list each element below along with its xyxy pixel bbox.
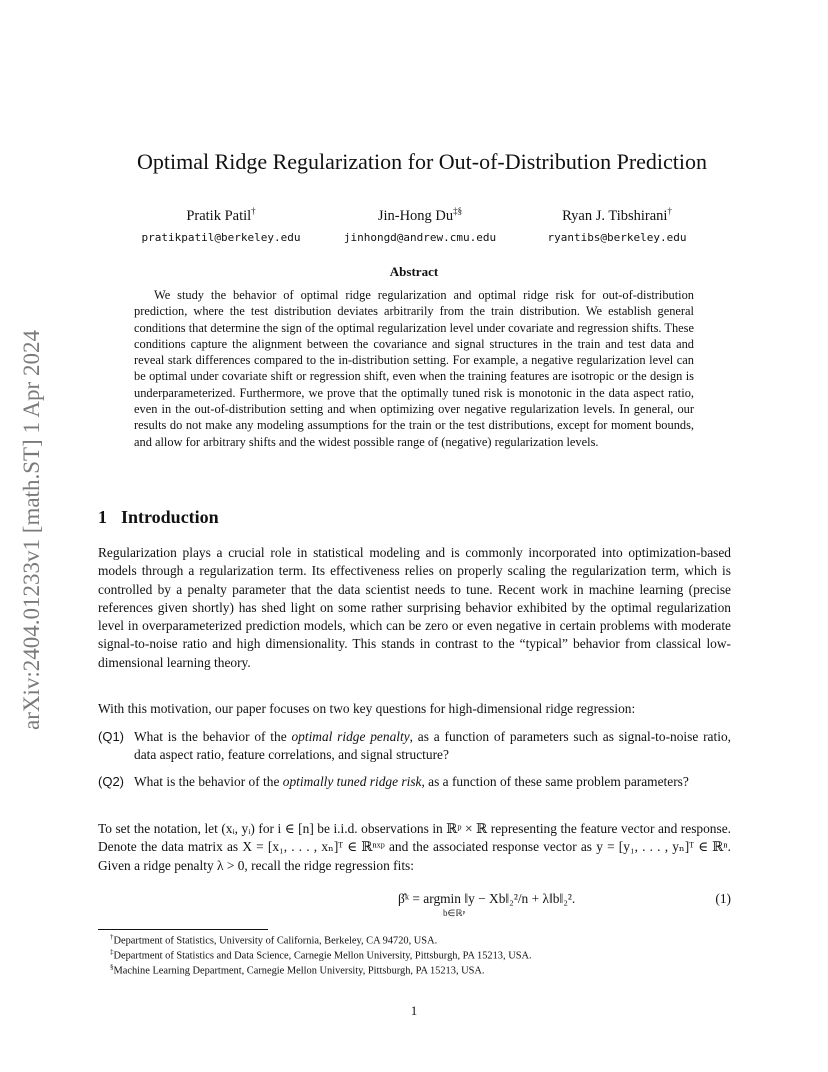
question-item-q2 xyxy=(98,773,731,791)
intro-paragraph-1: Regularization plays a crucial role in statistical modeling and is commonly incorporated into optimization-based models through a regularization term. Its effectiveness relies on properly scaling the regularization term, which is controlled by a penalty parameter that the data scientist needs to tune. Recent work in machine learning (precise references given shortly) has shed light on some rather surprising behavior exhibited by the optimal regularization level in overparameterized prediction models, which can be zero or even negative in certain problems with moderate signal-to-noise ratio and high dimensionality. This stands in contrast to the “typical” behavior from classical low-dimensional learning theory. xyxy=(98,545,731,670)
paper-title: Optimal Ridge Regularization for Out-of-Distribution Prediction xyxy=(136,149,708,174)
question-label: (Q1) xyxy=(98,729,124,744)
section-number: 1 xyxy=(98,507,107,527)
abstract-heading: Abstract xyxy=(389,264,439,279)
footnote-1 xyxy=(110,933,437,946)
ridge-equation xyxy=(98,891,731,925)
footnote-divider xyxy=(98,929,268,930)
footnote-text: Department of Statistics, University of California, Berkeley, CA 94720, USA. xyxy=(113,935,438,947)
author-email[interactable]: pratikpatil@berkeley.edu xyxy=(141,230,301,244)
footnote-mark: § xyxy=(110,963,114,971)
author-name: Ryan J. Tibshirani xyxy=(562,207,668,224)
question-emphasis: optimal ridge penalty xyxy=(291,729,410,744)
author-email[interactable]: jinhongd@andrew.cmu.edu xyxy=(343,230,497,244)
author-3 xyxy=(507,206,727,244)
footnote-2 xyxy=(110,948,532,961)
footnote-text: Machine Learning Department, Carnegie Mellon University, Pittsburgh, PA 15213, USA. xyxy=(113,965,485,977)
abstract-text: We study the behavior of optimal ridge regularization and optimal ridge risk for out-of-distribution prediction, where the test distribution deviates arbitrarily from the train distribution. We establish general conditions that determine the sign of the optimal regularization level under covariate and regression shifts. These conditions capture the alignment between the covariance and signal structures in the train and test data and reveal stark differences compared to the in-distribution setting. For example, a negative regularization level can be optimal under covariate shift or regression shift, even when the training features are isotropic or the design is underparameterized. Furthermore, we prove that the optimally tuned risk is monotonic in the data aspect ratio, even in the out-of-distribution setting and when optimizing over negative regularization levels. In general, our results do not make any modeling assumptions for the train or the test distributions, except for moment bounds, and allow for arbitrary shifts and the widest possible range of (negative) regularization levels. xyxy=(134,288,694,449)
author-affiliation-mark: ‡§ xyxy=(453,206,463,216)
arxiv-stamp-text: arXiv:2404.01233v1 [math.ST] 1 Apr 2024 xyxy=(19,330,44,730)
equation-number: (1) xyxy=(715,891,731,906)
footnote-3 xyxy=(110,963,485,976)
author-name: Pratik Patil xyxy=(186,207,252,224)
footnote-text: Department of Statistics and Data Science, Carnegie Mellon University, Pittsburgh, PA 15213, USA. xyxy=(113,950,532,962)
section-heading xyxy=(98,507,219,528)
arxiv-stamp xyxy=(2,280,62,780)
question-emphasis: optimally tuned ridge risk xyxy=(282,774,422,789)
footnote-mark: ‡ xyxy=(110,948,114,956)
intro-paragraph-2: With this motivation, our paper focuses on two key questions for high-dimensional ridge regression: xyxy=(98,701,636,716)
question-text: What is the behavior of the optimally tuned ridge risk, as a function of these same problem parameters? xyxy=(134,774,689,789)
author-1 xyxy=(111,206,331,244)
question-label: (Q2) xyxy=(98,774,124,789)
notation-paragraph: To set the notation, let (xᵢ, yᵢ) for i ∈ [n] be i.i.d. observations in ℝᵖ × ℝ representing the feature vector and response. Denote the data matrix as X = [x₁, . . . , xₙ]ᵀ ∈ ℝⁿˣᵖ and the associated response vector as y = [y₁, . . . , yₙ]ᵀ ∈ ℝⁿ. Given a ridge penalty λ > 0, recall the ridge regression fits: xyxy=(98,821,731,873)
question-text: What is the behavior of the optimal ridge penalty, as a function of parameters such as signal-to-noise ratio, data aspect ratio, feature correlations, and signal structure? xyxy=(134,729,731,763)
author-2 xyxy=(310,206,530,244)
author-affiliation-mark: † xyxy=(251,206,256,216)
section-title: Introduction xyxy=(121,507,219,527)
equation-subscript: b∈ℝᵖ xyxy=(443,908,466,918)
footnote-mark: † xyxy=(110,933,114,941)
page-number: 1 xyxy=(410,1003,418,1018)
author-affiliation-mark: † xyxy=(667,206,672,216)
author-name: Jin-Hong Du xyxy=(377,207,454,224)
equation-body: β̂ᵏ = argmin ‖y − Xb‖₂²/n + λ‖b‖₂². xyxy=(398,891,576,906)
question-item-q1 xyxy=(98,728,731,765)
author-email[interactable]: ryantibs@berkeley.edu xyxy=(547,230,687,244)
